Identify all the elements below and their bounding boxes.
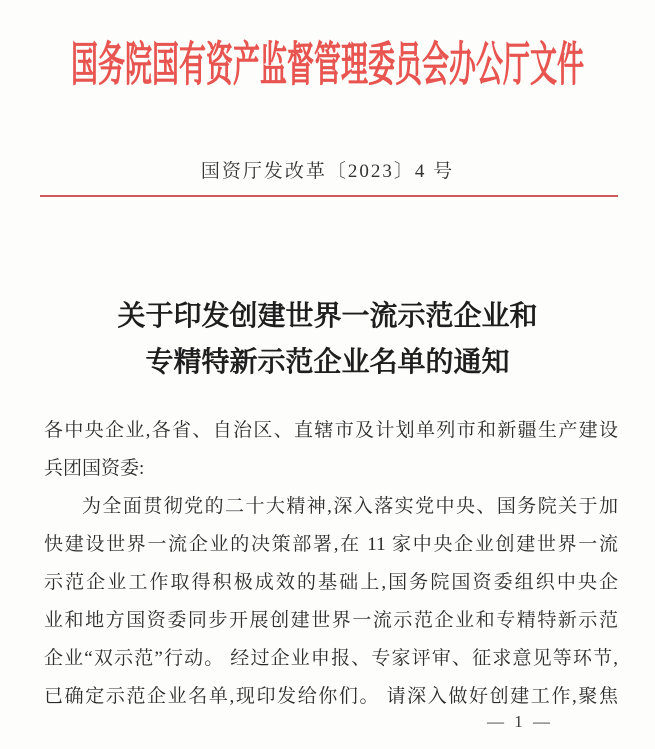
body-line: 为全面贯彻党的二十大精神,深入落实党中央、国务院关于加: [82, 496, 618, 517]
document-title: [0, 294, 655, 386]
addressee-line: 各中央企业,各省、自治区、直辖市及计划单列市和新疆生产建设: [44, 420, 618, 441]
letterhead-banner: [0, 26, 655, 91]
document-body: [44, 412, 618, 716]
body-line: 快建设世界一流企业的决策部署,在 11 家中央企业创建世界一流: [44, 534, 618, 555]
body-line: 企业“双示范”行动。 经过企业申报、专家评审、征求意见等环节,: [44, 648, 618, 669]
document-title-line-2: 专精特新示范企业名单的通知: [145, 347, 510, 378]
body-line: 已确定示范企业名单,现印发给你们。 请深入做好创建工作,聚焦: [44, 686, 618, 707]
page-number: — 1 —: [487, 712, 553, 731]
red-divider-line: [40, 195, 618, 197]
addressee-line: 兵团国资委:: [44, 458, 145, 479]
body-line: 业和地方国资委同步开展创建世界一流示范企业和专精特新示范: [44, 610, 618, 631]
document-title-line-1: 关于印发创建世界一流示范企业和: [117, 301, 538, 332]
document-number: 国资厅发改革〔2023〕4 号: [200, 161, 455, 182]
letterhead-title: 国务院国有资产监督管理委员会办公厅文件: [71, 38, 584, 91]
body-line: 示范企业工作取得积极成效的基础上,国务院国资委组织中央企: [44, 572, 618, 593]
